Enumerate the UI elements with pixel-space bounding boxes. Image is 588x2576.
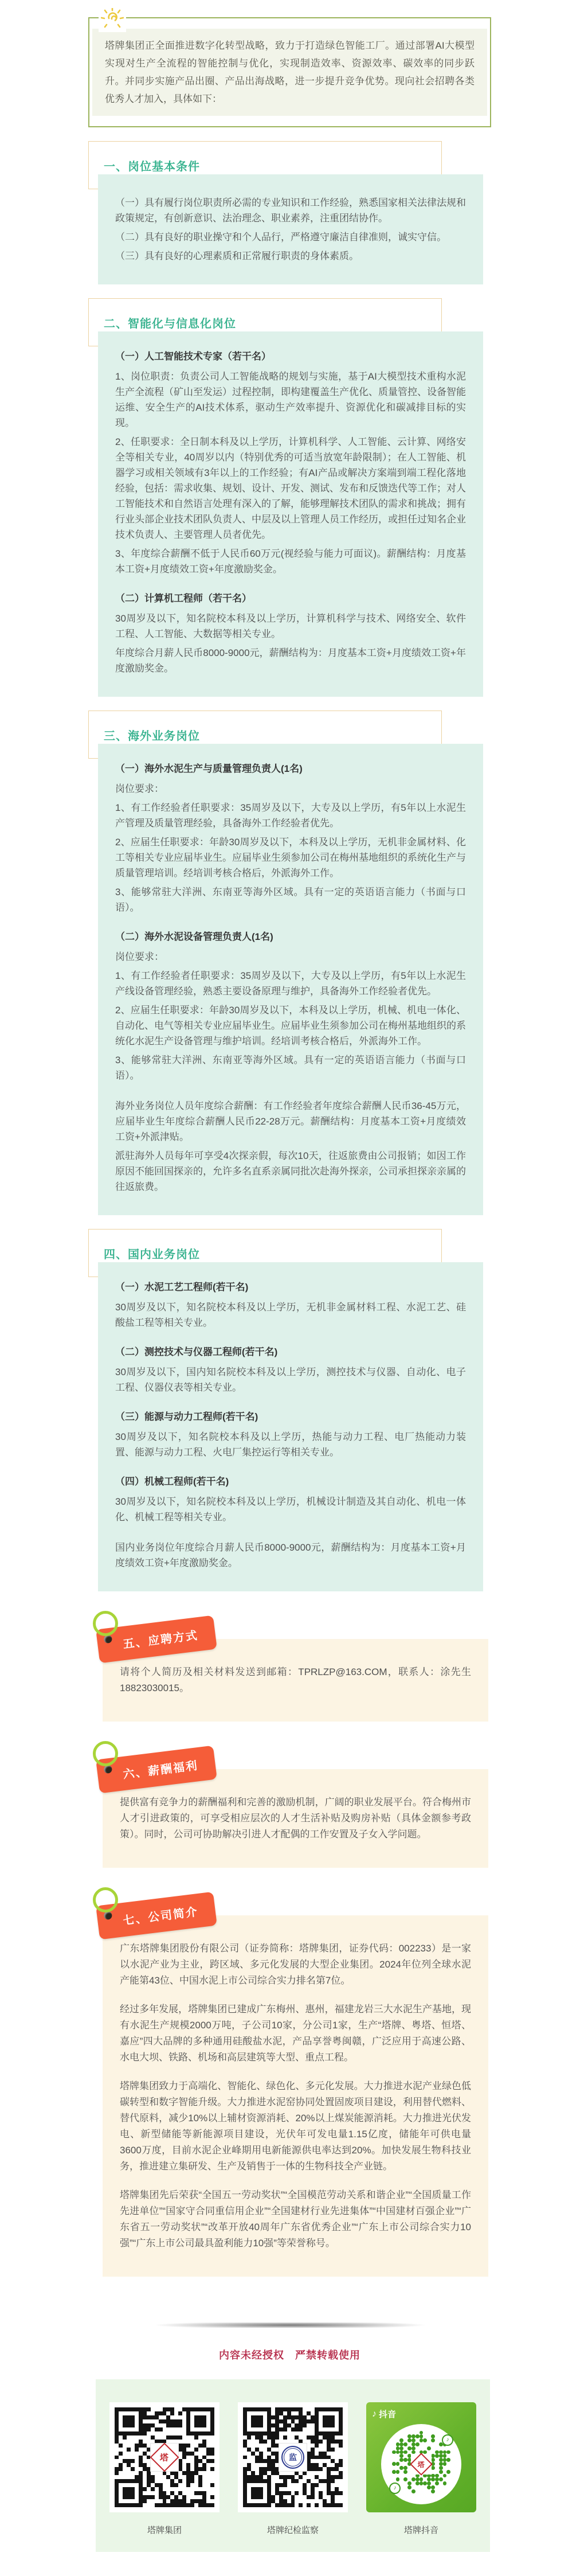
intro-paragraph: 塔牌集团正全面推进数字化转型战略，致力于打造绿色智能工厂。通过部署AI大模型实现对生产全流程的智能控制与优化，实现制造效率、资源效率、碳效率的同步跃升。并同步实施产品出圈、产品出海战略，进一步提升竞争优势。现向社会招聘各类优秀人才加入，具体如下：: [105, 40, 475, 104]
section-content-box: [98, 174, 483, 284]
section-tag-label: 六、薪酬福利: [122, 1759, 199, 1782]
numbered-sections: [88, 141, 491, 1591]
intro-box: [88, 17, 491, 127]
qr-panel: [96, 2379, 490, 2552]
paragraph: （二）具有良好的职业操守和个人品行，严格遵守廉洁自律准则，诚实守信。: [115, 232, 446, 243]
qr-center-logo: [279, 2443, 307, 2472]
paragraph: 2、应届生任职要求：年龄30周岁及以下，本科及以上学历，无机非金属材料、化工等相关专业应届毕业生。应届毕业生须参加公司在梅州基地组织的系统化生产与质量管理培训。经培训考核合格后，外派海外工作。: [115, 837, 466, 879]
paragraph: 2、应届生任职要求：年龄30周岁及以下，本科及以上学历，机械、机电一体化、自动化、电气等相关专业应届毕业生。应届毕业生须参加公司在梅州基地组织的系统化水泥生产设备管理与维护培训。经培训考核合格后，外派海外工作。: [115, 1005, 466, 1047]
red-emblem-icon: [150, 2443, 179, 2472]
paragraph: 30周岁及以下，知名院校本科及以上学历，无机非金属材料工程、水泥工艺、硅酸盐工程等相关专业。: [115, 1302, 466, 1328]
section-s5: [88, 1622, 491, 1722]
paragraph: 国内业务岗位年度综合月薪人民币8000-9000元，薪酬结构为：月度基本工资+月度绩效工资+年度激励奖金。: [115, 1542, 466, 1568]
douyin-qr-circle: [381, 2424, 461, 2504]
red-emblem-icon: [410, 2453, 433, 2476]
music-note-icon: ♪: [372, 2409, 377, 2419]
music-note-badge-icon: ♪: [389, 2483, 401, 2494]
paragraph: 3、能够常驻大洋洲、东南亚等海外区域。具有一定的英语语言能力（书面与口语）。: [115, 1055, 466, 1081]
intro-text-box: [92, 29, 487, 116]
section-s6: [88, 1753, 491, 1868]
music-note-badge-icon: ♪: [442, 2434, 453, 2446]
section-tag-wrap: [97, 1899, 215, 1933]
emblem-character: 塔: [160, 2453, 169, 2463]
paragraph: 1、岗位职责：负责公司人工智能战略的规划与实施，基于AI大模型技术重构水泥生产全流程（矿山至发运）过程控制，即构建覆盖生产优化、质量管控、设备智能运维、安全生产的AI技术体系，驱动生产效率提升、资源优化和碳减排目标的实现。: [115, 371, 466, 428]
section-tag-label: 五、应聘方式: [122, 1629, 199, 1652]
paragraph: 海外业务岗位人员年度综合薪酬：有工作经验者年度综合薪酬人民币36-45万元，应届毕业生年度综合薪酬人民币22-28万元。薪酬结构：月度基本工资+月度绩效工资+外派津贴。: [115, 1100, 466, 1142]
section-s1: [88, 141, 491, 284]
paragraph: 经过多年发展，塔牌集团已建成广东梅州、惠州，福建龙岩三大水泥生产基地，现有水泥生产规模2000万吨，子公司10家，分公司1家，生产“塔牌、粤塔、恒塔、嘉应”四大品牌的多种通用硅酸盐水泥，产品享誉粤闽赣，广泛应用于高速公路、水电大坝、铁路、机场和高层建筑等大型、重点工程。: [120, 2004, 471, 2063]
qr-center-logo: [411, 2454, 432, 2474]
job-subheading: （三）能源与动力工程师(若干名): [115, 1411, 258, 1422]
section-tag-label: 七、公司简介: [122, 1906, 199, 1928]
paragraph-gap: [115, 1525, 466, 1536]
sun-icon: [99, 6, 126, 32]
douyin-logo: [372, 2408, 396, 2420]
job-subheading: （二）计算机工程师（若干名）: [115, 593, 252, 604]
paragraph: （一）具有履行岗位职责所必需的专业知识和工作经验，熟悉国家相关法律法规和政策规定，有创新意识、法治理念、职业素养，注重团结协作。: [115, 197, 466, 224]
paragraph: 1、有工作经验者任职要求：35周岁及以下，大专及以上学历，有5年以上水泥生产管理及质量管理经验，具备海外工作经验者优先。: [115, 802, 466, 829]
job-subheading: （一）人工智能技术专家（若干名）: [115, 351, 271, 362]
qr-code-image: [109, 2402, 219, 2512]
paragraph: 广东塔牌集团股份有限公司（证券简称：塔牌集团，证券代码：002233）是一家以水泥产业为主业，跨区域、多元化发展的大型企业集团。2024年位列全球水泥产能第43位、中国水泥上市公司综合实力排名第7位。: [120, 1943, 471, 1986]
tag-sections: [88, 1622, 491, 2277]
article-column: [88, 0, 491, 2576]
section-content-box: [98, 1262, 483, 1591]
qr-center-logo: [150, 2443, 179, 2472]
section-content-box: [98, 331, 483, 697]
qr-item: [360, 2402, 482, 2536]
emblem-character: 监: [289, 2453, 297, 2462]
emblem-character: 塔: [417, 2460, 425, 2469]
section-content-box: [103, 1915, 488, 2277]
page-bottom-spacer: [88, 2552, 491, 2576]
tag-pin-ring-icon: [93, 1887, 118, 1913]
paragraph: 派驻海外人员每年可享受4次探亲假，每次10天，往返旅费由公司报销；如因工作原因不能回国探亲的，允许多名直系亲属同批次赴海外探亲，公司承担探亲亲属的往返旅费。: [115, 1150, 466, 1192]
shadow-divider: [101, 2323, 479, 2328]
tag-pin-ring-icon: [93, 1741, 118, 1766]
section-tag-wrap: [97, 1753, 215, 1786]
qr-label: 塔牌抖音: [403, 2526, 438, 2535]
section-title: 四、国内业务岗位: [104, 1248, 200, 1261]
paragraph: （三）具有良好的心理素质和正常履行职责的身体素质。: [115, 251, 359, 261]
douyin-qr-card: [366, 2402, 476, 2512]
paragraph: 30周岁及以下，知名院校本科及以上学历，热能与动力工程、电厂热能动力装置、能源与动力工程、火电厂集控运行等相关专业。: [115, 1431, 466, 1458]
paragraph: 30周岁及以下，知名院校本科及以上学历，计算机科学与技术、网络安全、软件工程、人工智能、大数据等相关专业。: [115, 613, 466, 639]
section-title: 一、岗位基本条件: [104, 160, 200, 173]
tag-pin-ring-icon: [93, 1611, 118, 1636]
paragraph: 请将个人简历及相关材料发送到邮箱：TPRLZP@163.COM，联系人：涂先生18823030015。: [120, 1666, 471, 1693]
qr-code-image: [238, 2402, 348, 2512]
section-content-box: [98, 744, 483, 1215]
paragraph-gap: [115, 1083, 466, 1095]
section-s4: [88, 1229, 491, 1591]
section-s3: [88, 711, 491, 1215]
copyright-notice: 内容未经授权 严禁转载使用: [219, 2349, 360, 2361]
section-title: 二、智能化与信息化岗位: [104, 317, 236, 330]
douyin-brand-text: 抖音: [379, 2410, 397, 2419]
paragraph: 3、年度综合薪酬不低于人民币60万元(视经验与能力可面议)。薪酬结构：月度基本工资+月度绩效工资+年度激励奖金。: [115, 548, 466, 575]
paragraph: 塔牌集团致力于高端化、智能化、绿色化、多元化发展。大力推进水泥产业绿色低碳转型和数字智能升级。大力推进水泥窑协同处置固废项目建设，利用替代燃料、替代原料，减少10%以上辅材资源消耗、20%以上煤炭能源消耗。大力推进光伏发电、新型储能等新能源项目建设，光伏年可发电量1.15亿度，储能年可供电量3600万度，目前水泥企业峰期用电新能源供电率达到20%。加快发展生物科技业务，推进建立集研发、生产及销售于一体的生物科技全产业链。: [120, 2081, 471, 2172]
paragraph: 3、能够常驻大洋洲、东南亚等海外区域。具有一定的英语语言能力（书面与口语）。: [115, 887, 466, 913]
paragraph: 年度综合月薪人民币8000-9000元，薪酬结构为：月度基本工资+月度绩效工资+年度激励奖金。: [115, 647, 466, 674]
paragraph: 2、任职要求：全日制本科及以上学历，计算机科学、人工智能、云计算、网络安全等相关专业，40周岁以内（特别优秀的可适当放宽年龄限制）；在人工智能、机器学习或相关领域有3年以上的工作经验；有AI产品或解决方案端到端工程化落地经验，包括：需求收集、规划、设计、开发、测试、发布和反馈迭代等工作；对人工智能技术和自然语言处理有深入的了解，能够理解技术团队的需求和挑战；拥有行业头部企业技术团队负责人、中层及以上管理人员工作经历，或担任过知名企业技术负责人、主要管理人员者优先。: [115, 436, 466, 540]
section-tag-wrap: [97, 1622, 215, 1656]
qr-item: [232, 2402, 354, 2536]
blue-emblem-icon: [281, 2446, 304, 2469]
paragraph: 30周岁及以下，国内知名院校本科及以上学历，测控技术与仪器、自动化、电子工程、仪器仪表等相关专业。: [115, 1367, 466, 1393]
section-title: 三、海外业务岗位: [104, 729, 200, 743]
job-subheading: （一）海外水泥生产与质量管理负责人(1名): [115, 763, 303, 774]
job-subheading: （四）机械工程师(若干名): [115, 1476, 229, 1487]
qr-label: 塔牌纪检监察: [266, 2526, 319, 2535]
job-subheading: （一）水泥工艺工程师(若干名): [115, 1282, 249, 1293]
paragraph: 30周岁及以下，知名院校本科及以上学历，机械设计制造及其自动化、机电一体化、机械工程等相关专业。: [115, 1496, 466, 1523]
section-s2: [88, 298, 491, 697]
job-subheading: （二）测控技术与仪器工程师(若干名): [115, 1346, 278, 1357]
section-s7: [88, 1899, 491, 2277]
paragraph: 岗位要求：: [115, 951, 164, 962]
paragraph: 塔牌集团先后荣获“全国五一劳动奖状”“全国模范劳动关系和谐企业”“全国质量工作先进单位”“国家守合同重信用企业”“全国建材行业先进集体”“中国建材百强企业”“广东省五一劳动奖状”“改革开放40周年广东省优秀企业”“广东上市公司综合实力10强”“广东上市公司最具盈利能力10强”等荣誉称号。: [120, 2189, 471, 2249]
qr-label: 塔牌集团: [147, 2526, 182, 2535]
paragraph: 提供富有竞争力的薪酬福利和完善的激励机制，广阔的职业发展平台。符合梅州市人才引进政策的，可享受相应层次的人才生活补贴及购房补贴（具体金额参考政策）。同时，公司可协助解决引进人才配偶的工作安置及子女入学问题。: [120, 1797, 471, 1840]
paragraph: 岗位要求：: [115, 783, 164, 794]
qr-item: [104, 2402, 225, 2536]
job-subheading: （二）海外水泥设备管理负责人(1名): [115, 931, 273, 942]
paragraph: 1、有工作经验者任职要求：35周岁及以下，大专及以上学历，有5年以上水泥生产线设备管理经验，熟悉主要设备原理与维护，具备海外工作经验者优先。: [115, 970, 466, 997]
